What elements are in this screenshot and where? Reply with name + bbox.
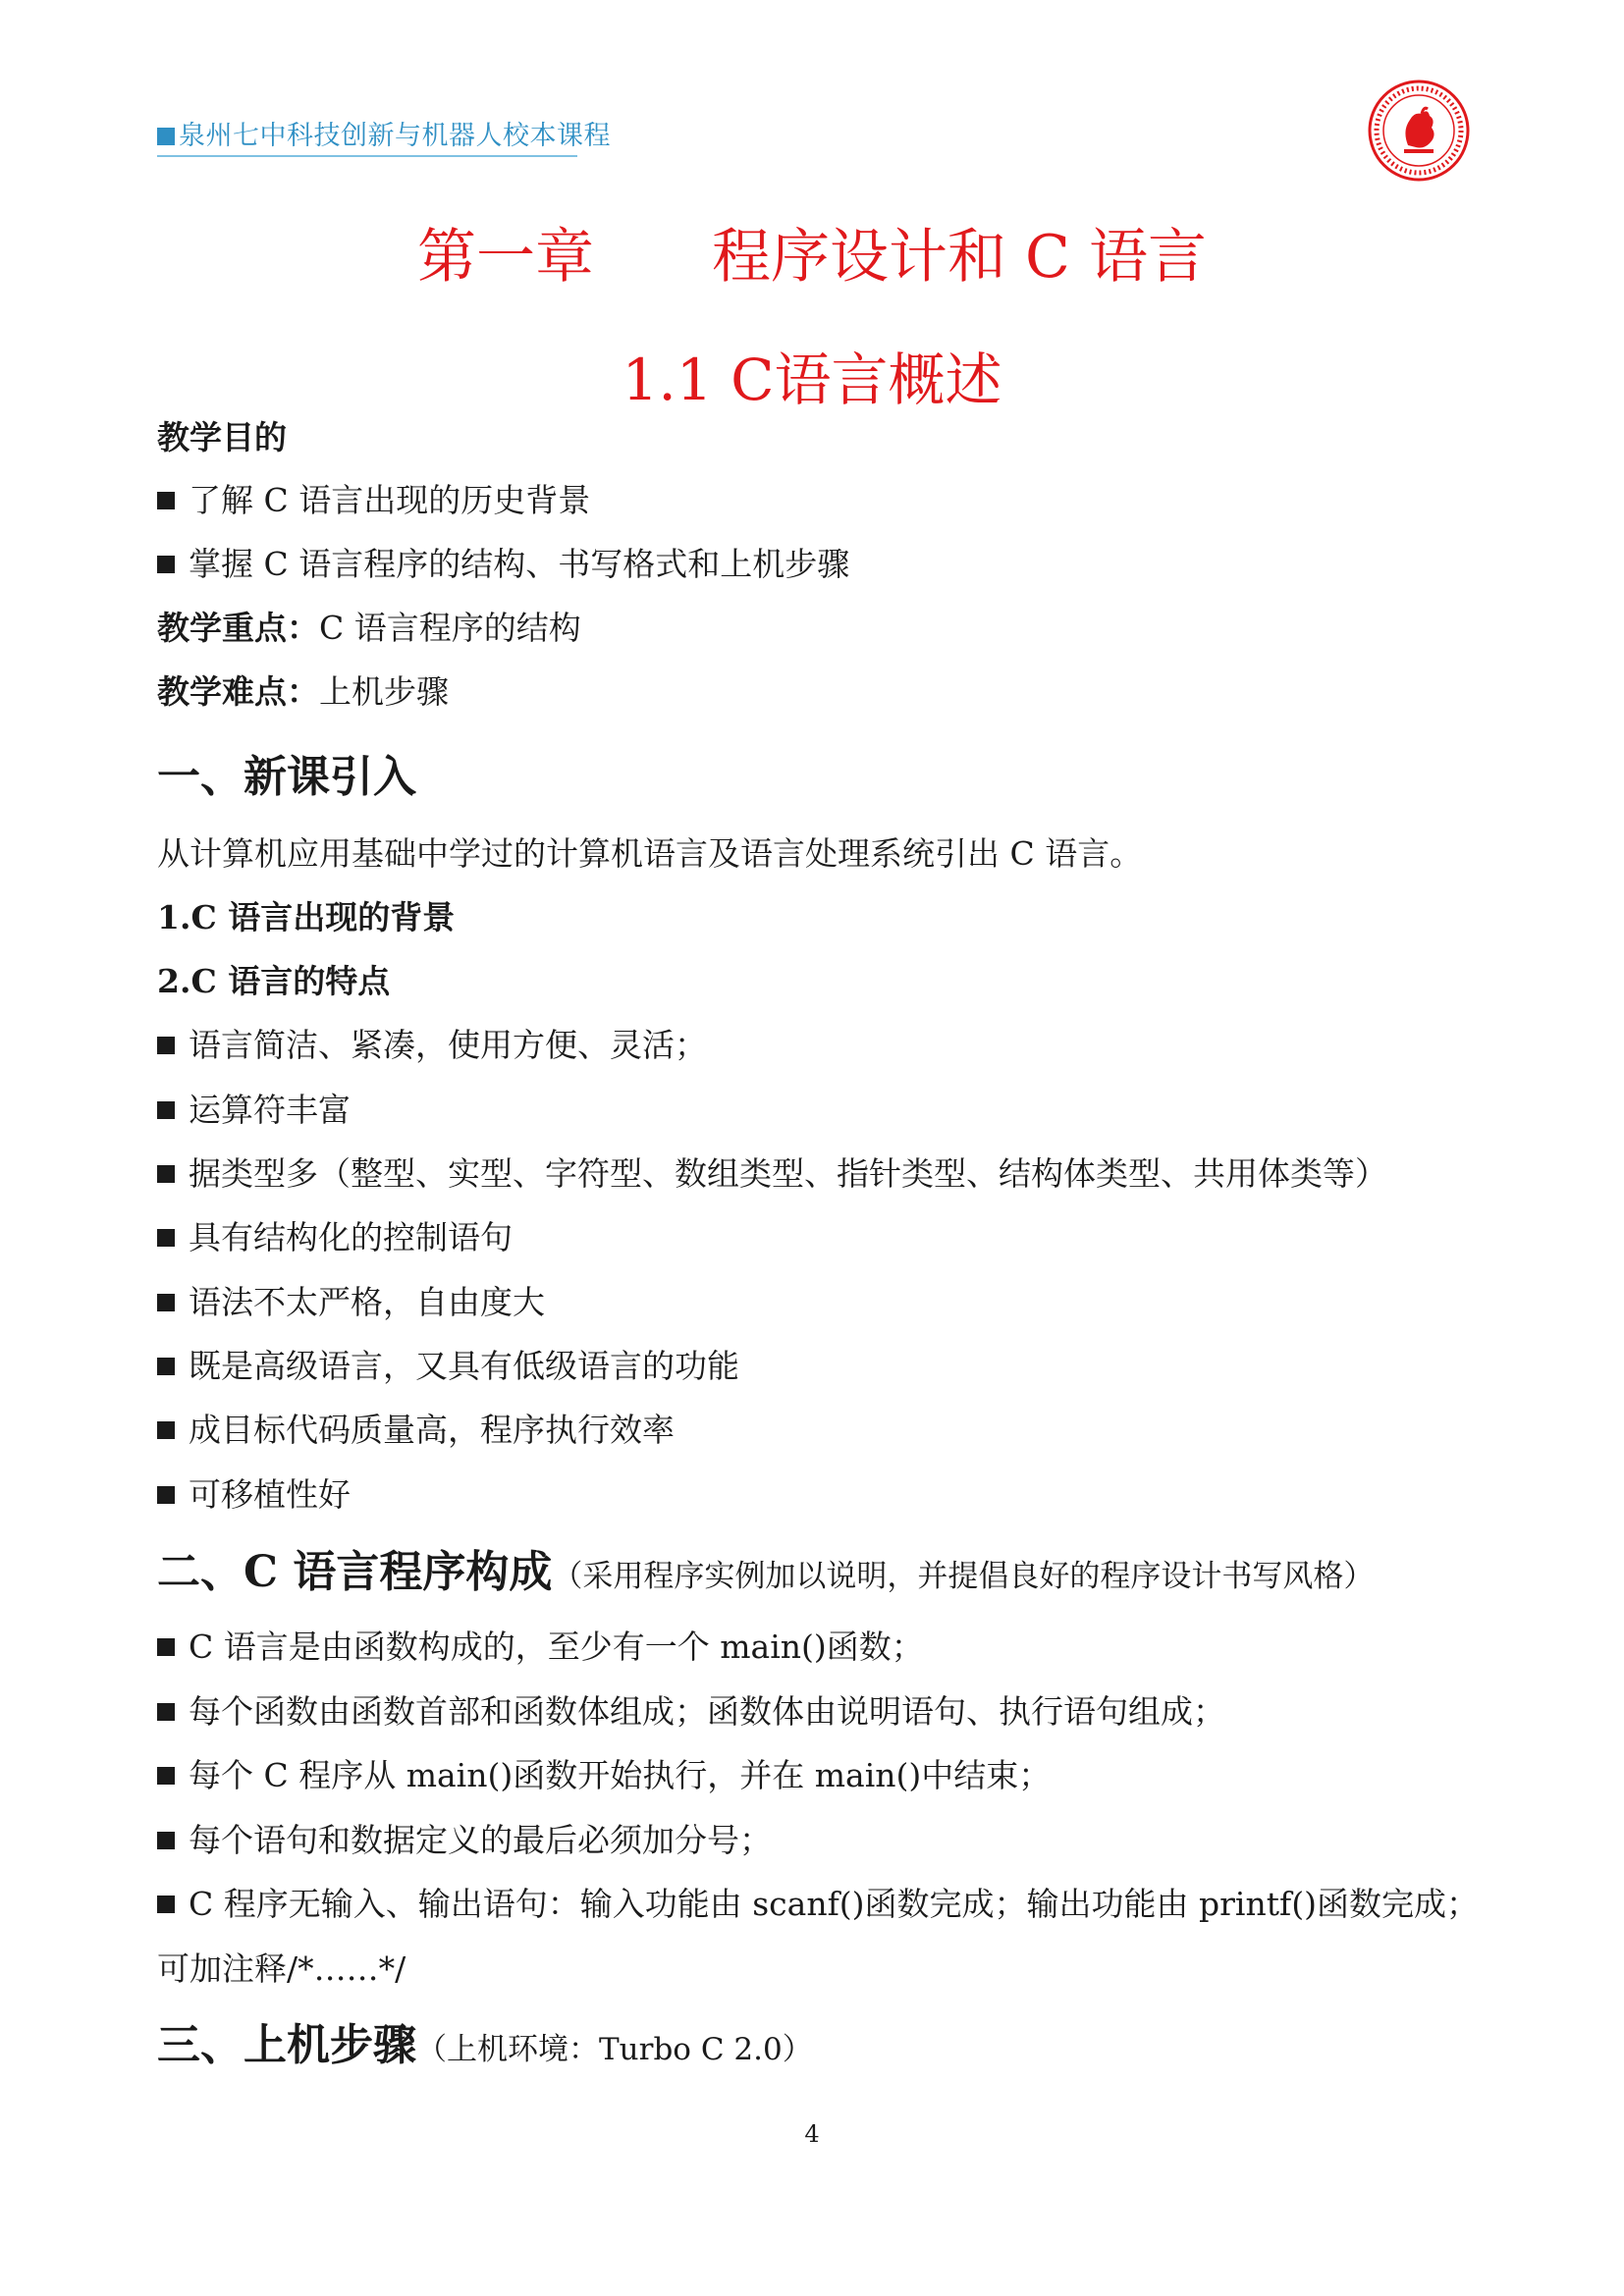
part1-heading: 一、新课引入 <box>157 752 416 802</box>
page-number: 4 <box>804 2120 820 2148</box>
header-title-text: 泉州七中科技创新与机器人校本课程 <box>179 121 611 151</box>
chapter-title <box>0 210 1624 294</box>
bullet-square-icon <box>157 1832 175 1849</box>
part3-heading-note: （上机环境：Turbo C 2.0） <box>416 2032 813 2067</box>
header-square-icon <box>157 128 175 145</box>
teaching-focus <box>157 611 581 646</box>
objective-item: 掌握 C 语言程序的结构、书写格式和上机步骤 <box>157 547 849 582</box>
bullet-square-icon <box>157 1486 175 1504</box>
teaching-difficulty-label: 教学难点： <box>157 672 319 711</box>
teaching-focus-label: 教学重点： <box>157 609 319 647</box>
feature-item: 具有结构化的控制语句 <box>157 1220 513 1255</box>
teaching-difficulty-text: 上机步骤 <box>319 672 449 711</box>
bullet-square-icon <box>157 1294 175 1311</box>
objective-item: 了解 C 语言出现的历史背景 <box>157 483 590 518</box>
part3-heading-text: 三、上机步骤 <box>157 2020 416 2070</box>
section-title: 1.1 C语言概述 <box>622 347 1002 413</box>
header-underline <box>157 155 577 157</box>
part1-intro: 从计算机应用基础中学过的计算机语言及语言处理系统引出 C 语言。 <box>157 834 1143 873</box>
part2-heading-text: 二、C 语言程序构成 <box>157 1547 553 1597</box>
part2-heading <box>157 1549 1374 1596</box>
feature-item: 语言简洁、紧凑，使用方便、灵活； <box>157 1028 707 1063</box>
bullet-square-icon <box>157 1358 175 1375</box>
structure-item: 每个语句和数据定义的最后必须加分号； <box>157 1823 772 1858</box>
structure-item: 每个 C 程序从 main()函数开始执行，并在 main()中结束； <box>157 1758 1051 1793</box>
header-title <box>157 114 611 152</box>
bullet-square-icon <box>157 1229 175 1247</box>
part2-heading-note: （采用程序实例加以说明，并提倡良好的程序设计书写风格） <box>552 1559 1375 1594</box>
bullet-square-icon <box>157 1421 175 1439</box>
feature-item: 据类型多（整型、实型、字符型、数组类型、指针类型、结构体类型、共用体类等） <box>157 1156 1387 1192</box>
part3-heading <box>157 2022 813 2069</box>
bullet-square-icon <box>157 492 175 509</box>
school-rooster-seal-icon <box>1365 77 1473 185</box>
feature-item: 运算符丰富 <box>157 1093 351 1128</box>
bullet-square-icon <box>157 1037 175 1054</box>
structure-item: C 语言是由函数构成的，至少有一个 main()函数； <box>157 1629 924 1665</box>
feature-item: 语法不太严格，自由度大 <box>157 1285 545 1320</box>
feature-item: 可移植性好 <box>157 1477 351 1513</box>
structure-comment-note: 可加注释/*……*/ <box>157 1949 406 1988</box>
structure-item: C 程序无输入、输出语句：输入功能由 scanf()函数完成；输出功能由 printf()函数完成； <box>157 1887 1479 1922</box>
bullet-square-icon <box>157 1896 175 1913</box>
structure-item: 每个函数由函数首部和函数体组成；函数体由说明语句、执行语句组成； <box>157 1694 1225 1730</box>
part1-subheading-features: 2.C 语言的特点 <box>157 962 391 1000</box>
bullet-square-icon <box>157 1703 175 1721</box>
bullet-square-icon <box>157 1638 175 1656</box>
bullet-square-icon <box>157 1101 175 1119</box>
teaching-focus-text: C 语言程序的结构 <box>319 609 581 647</box>
chapter-name: 程序设计和 C 语言 <box>711 223 1208 292</box>
feature-item: 成目标代码质量高，程序执行效率 <box>157 1413 675 1448</box>
teaching-difficulty <box>157 674 449 710</box>
bullet-square-icon <box>157 556 175 573</box>
bullet-square-icon <box>157 1165 175 1183</box>
part1-subheading-background: 1.C 语言出现的背景 <box>157 898 456 936</box>
objectives-heading: 教学目的 <box>157 418 287 456</box>
chapter-label: 第一章 <box>416 223 594 292</box>
feature-item: 既是高级语言，又具有低级语言的功能 <box>157 1349 739 1384</box>
bullet-square-icon <box>157 1767 175 1785</box>
